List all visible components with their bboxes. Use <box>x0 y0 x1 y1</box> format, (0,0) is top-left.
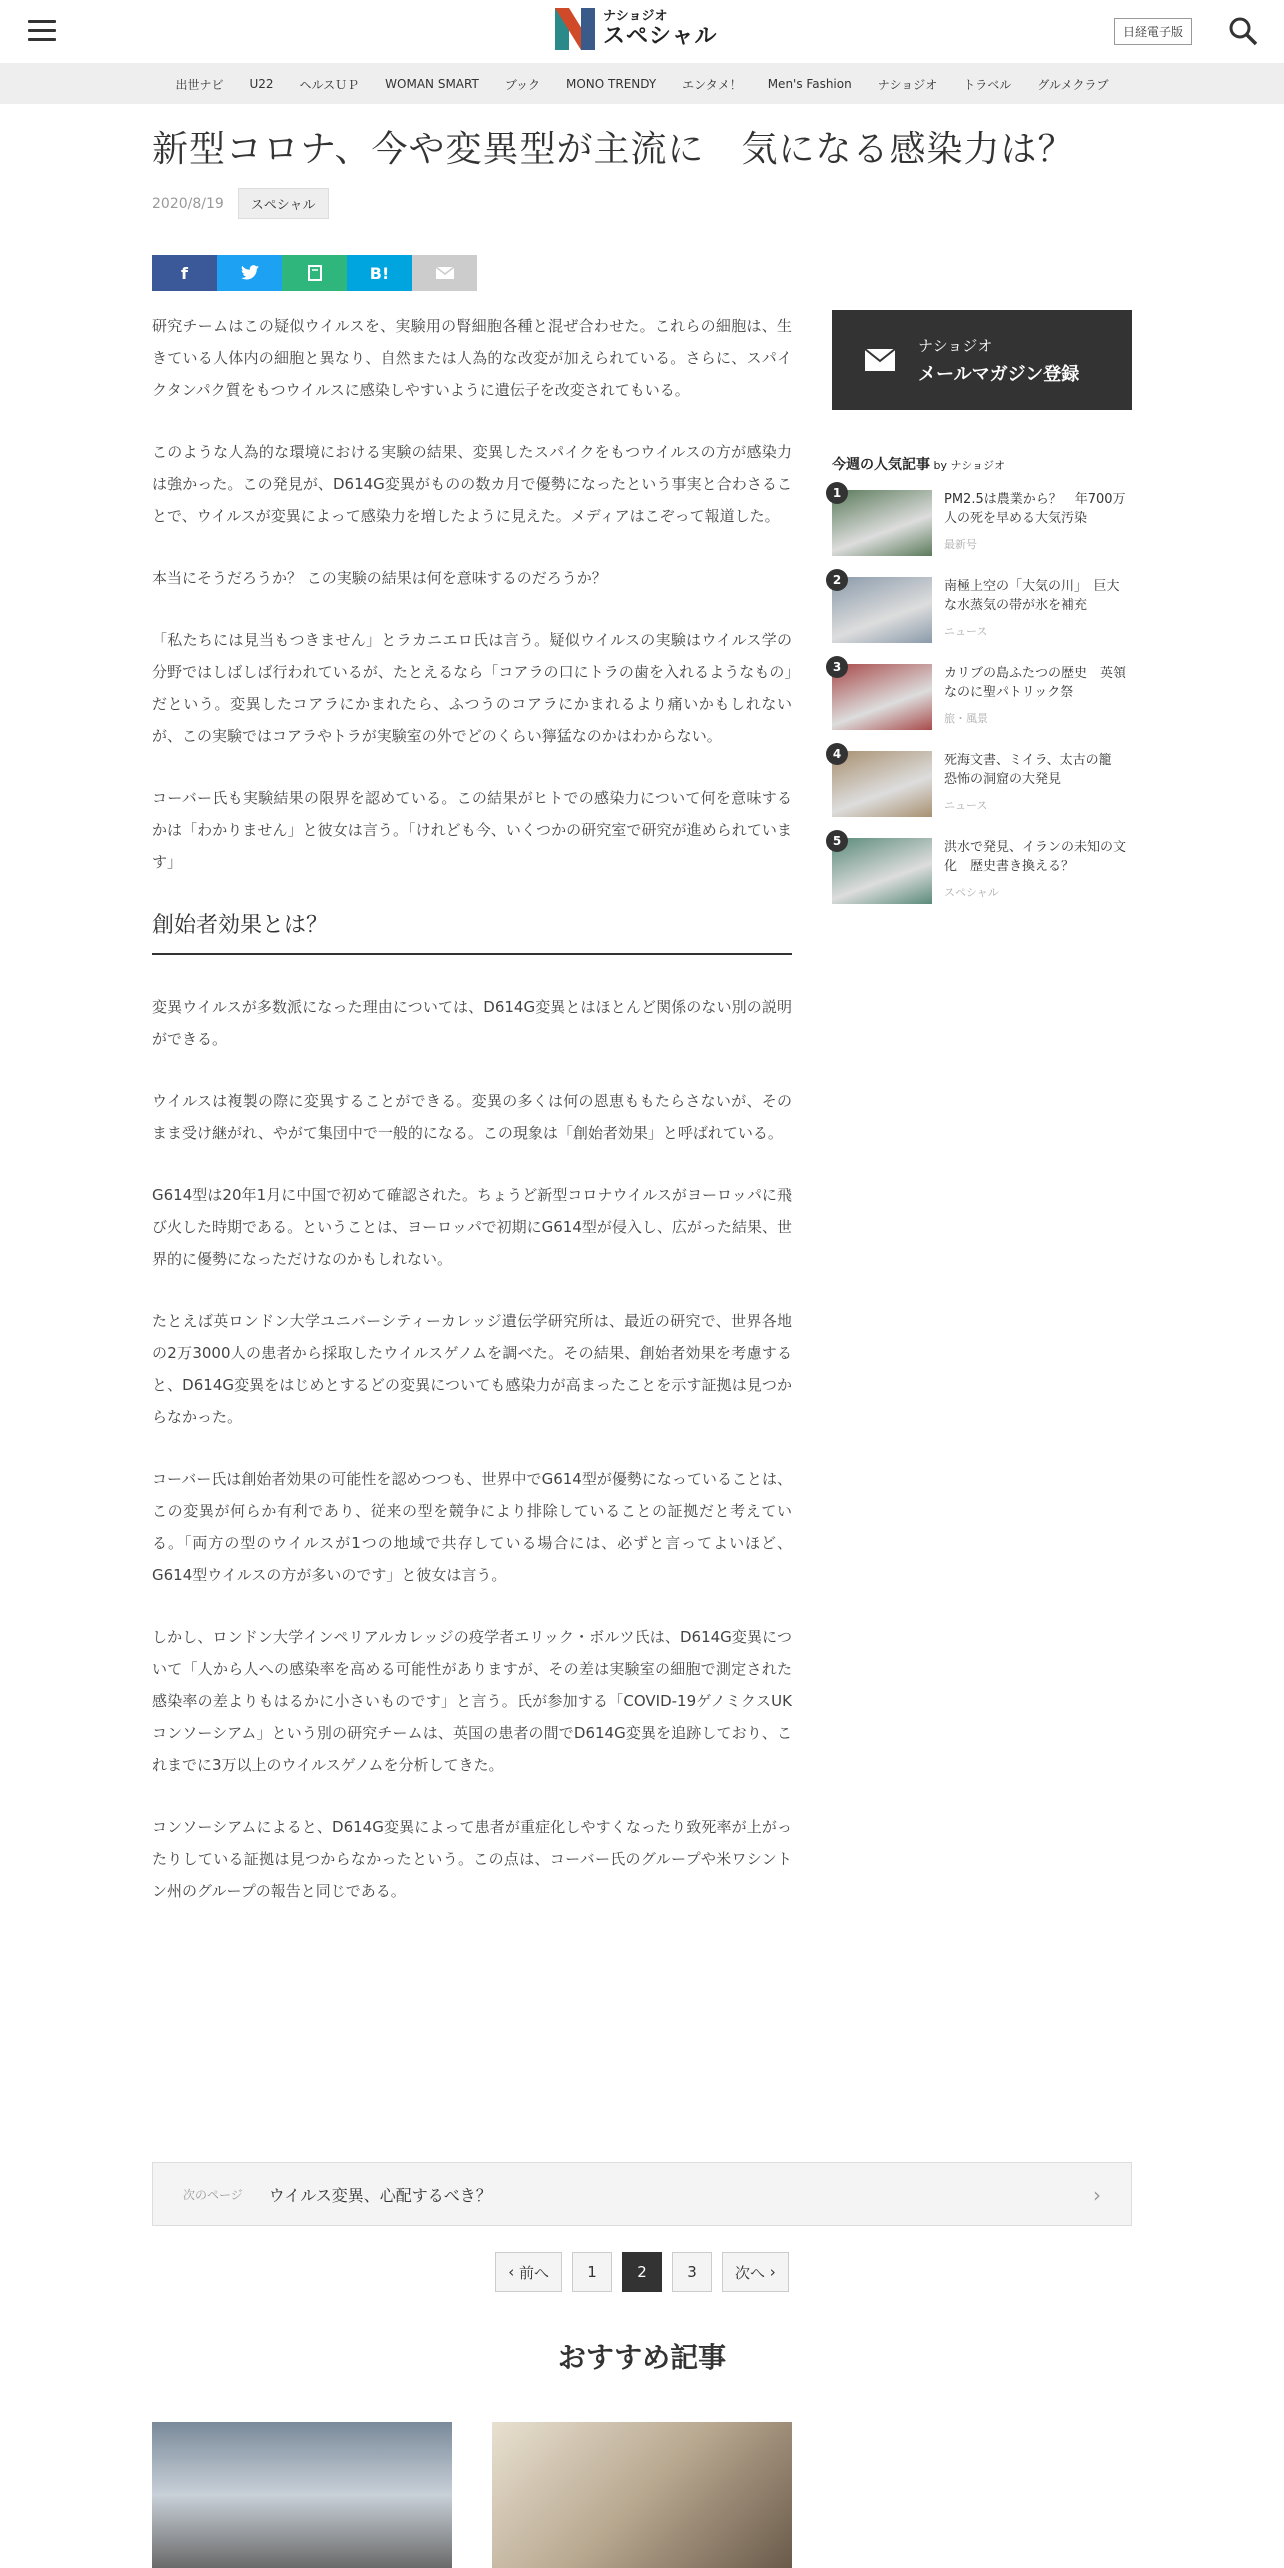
popular-item[interactable] <box>832 573 1132 664</box>
next-button[interactable] <box>722 2252 789 2292</box>
paragraph: たとえば英ロンドン大学ユニバーシティーカレッジ遺伝学研究所は、最近の研究で、世界各地の2万3000人の患者から採取したウイルスゲノムを調べた。その結果、創始者効果を考慮すると、D614G変異をはじめとするどの変異についても感染力が高まったことを示す証拠は見つからなかった。 <box>152 1312 792 1426</box>
pocket-share-button[interactable] <box>282 255 347 291</box>
next-page-label: 次のページ <box>183 2187 243 2202</box>
facebook-icon: f <box>181 263 188 283</box>
popular-item[interactable] <box>832 486 1132 577</box>
mail-icon <box>436 267 454 279</box>
pagination <box>0 2252 1284 2292</box>
page-1[interactable]: 1 <box>572 2252 612 2292</box>
chevron-right-icon: › <box>765 2263 776 2281</box>
article-date: 2020/8/19 <box>152 195 224 212</box>
nav-item[interactable]: ブック <box>504 77 540 92</box>
popular-title: 今週の人気記事 <box>832 457 930 473</box>
category-tag[interactable]: スペシャル <box>238 188 329 219</box>
thumbnail <box>832 490 932 556</box>
mail-share-button[interactable] <box>412 255 477 291</box>
thumbnail <box>832 838 932 904</box>
nav-item[interactable]: U22 <box>249 77 274 91</box>
newsletter-banner[interactable] <box>832 310 1132 410</box>
paragraph: コーバー氏は創始者効果の可能性を認めつつも、世界中でG614型が優勢になっていることは、この変異が何らか有利であり、従来の型を競争により排除していることの証拠だと考えている。「両方の型のウイルスが1つの地域で共存している場合には、必ずと言ってよいほど、G614型ウイルスの方が多いのです」と彼女は言う。 <box>152 1470 792 1584</box>
logo-n-icon <box>555 8 595 50</box>
popular-item-title: PM2.5は農業から？ 年700万人の死を早める大気汚染 <box>944 492 1126 526</box>
popular-item-category: 最新号 <box>944 538 977 551</box>
nav-item[interactable]: ヘルスＵＰ <box>299 77 360 92</box>
next-label: 次へ <box>735 2263 766 2282</box>
nav-item[interactable]: MONO TRENDY <box>565 77 657 91</box>
sidebar <box>832 310 1132 925</box>
recommend-title: おすすめ記事 <box>557 2341 727 2374</box>
paragraph: G614型は20年1月に中国で初めて確認された。ちょうど新型コロナウイルスがヨーロッパに飛び火した時期である。ということは、ヨーロッパで初期にG614型が侵入し、広がった結果、世界的に優勢になっただけなのかもしれない。 <box>152 1186 792 1268</box>
nav-item[interactable]: エンタメ！ <box>682 77 742 92</box>
popular-item-title: 南極上空の「大気の川」 巨大な水蒸気の帯が氷を補充 <box>944 579 1120 613</box>
menu-icon[interactable] <box>28 20 56 42</box>
hatena-icon: B! <box>369 263 390 283</box>
thumbnail <box>832 751 932 817</box>
paragraph: 変異ウイルスが多数派になった理由については、D614G変異とはほとんど関係のない別の説明ができる。 <box>152 998 792 1048</box>
newsletter-sub: ナショジオ <box>918 336 993 355</box>
logo-main: スペシャル <box>603 24 718 49</box>
popular-item-category: スペシャル <box>944 886 999 899</box>
nikkei-button[interactable]: 日経電子版 <box>1114 18 1192 45</box>
popular-item[interactable] <box>832 834 1132 925</box>
popular-heading <box>832 454 1132 474</box>
paragraph: コンソーシアムによると、D614G変異によって患者が重症化しやすくなったり致死率が上がったりしている証拠は見つからなかったという。この点は、コーバー氏のグループや米ワシントン州のグループの報告と同じである。 <box>152 1818 792 1900</box>
article-body <box>152 310 792 1937</box>
paragraph: 研究チームはこの疑似ウイルスを、実験用の腎細胞各種と混ぜ合わせた。これらの細胞は、生きている人体内の細胞と異なり、自然または人為的な改変が加えられている。さらに、スパイクタンパク質をもつウイルスに感染しやすいように遺伝子を改変されてもいる。 <box>152 317 792 399</box>
prev-button[interactable] <box>495 2252 562 2292</box>
thumbnail <box>832 664 932 730</box>
popular-by: by ナショジオ <box>930 459 1006 472</box>
recommend-image[interactable] <box>152 2422 452 2568</box>
rank-badge: 1 <box>826 482 848 504</box>
twitter-icon <box>241 265 259 281</box>
page-3[interactable]: 3 <box>672 2252 712 2292</box>
paragraph: 「私たちには見当もつきません」とラカニエロ氏は言う。疑似ウイルスの実験はウイルス学の分野ではしばしば行われているが、たとえるなら「コアラの口にトラの歯を入れるようなもの」だという。変異したコアラにかまれたら、ふつうのコアラにかまれるより痛いかもしれないが、この実験ではコアラやトラが実験室の外でどのくらい獰猛なのかはわからない。 <box>152 631 792 745</box>
prev-label: 前へ <box>518 2263 549 2282</box>
nav-item[interactable]: グルメクラブ <box>1037 77 1109 92</box>
nav-item[interactable]: ナショジオ <box>877 77 938 92</box>
search-icon[interactable] <box>1228 16 1258 46</box>
recommend-image[interactable] <box>492 2422 792 2568</box>
article-title: 新型コロナ、今や変異型が主流に 気になる感染力は？ <box>152 129 1075 170</box>
popular-item-category: ニュース <box>944 799 988 812</box>
article-header <box>152 104 1132 291</box>
rank-badge: 2 <box>826 569 848 591</box>
share-bar <box>152 255 1132 291</box>
rank-badge: 5 <box>826 830 848 852</box>
hatena-share-button[interactable] <box>347 255 412 291</box>
bookmark-icon <box>308 265 322 281</box>
popular-item-title: カリブの島ふたつの歴史 英領なのに聖パトリック祭 <box>944 666 1127 700</box>
nav-item[interactable]: WOMAN SMART <box>385 77 479 91</box>
paragraph: ウイルスは複製の際に変異することができる。変異の多くは何の恩恵ももたらさないが、そのまま受け継がれ、やがて集団中で一般的になる。この現象は「創始者効果」と呼ばれている。 <box>152 1092 792 1142</box>
rank-badge: 3 <box>826 656 848 678</box>
envelope-icon <box>864 348 896 372</box>
page-2[interactable]: 2 <box>622 2252 662 2292</box>
chevron-left-icon: ‹ <box>508 2263 519 2281</box>
rank-badge: 4 <box>826 743 848 765</box>
section-heading: 創始者効果とは？ <box>152 908 792 955</box>
site-header <box>0 0 1284 64</box>
popular-list <box>832 486 1132 925</box>
chevron-right-icon: › <box>1093 2183 1101 2207</box>
next-page-link[interactable] <box>152 2162 1132 2226</box>
popular-item-title: 洪水で発見、イランの未知の文化 歴史書き換える？ <box>944 840 1127 874</box>
paragraph: このような人為的な環境における実験の結果、変異したスパイクをもつウイルスの方が感染力は強かった。この発見が、D614G変異がものの数カ月で優勢になったという事実と合わさることで、ウイルスが変異によって感染力を増したように見えた。メディアはこぞって報道した。 <box>152 443 792 525</box>
popular-item-category: 旅・風景 <box>944 712 988 725</box>
newsletter-title: メールマガジン登録 <box>918 363 1080 385</box>
popular-item-title: 死海文書、ミイラ、太古の籠 恐怖の洞窟の大発見 <box>944 753 1125 787</box>
thumbnail <box>832 577 932 643</box>
nav-item[interactable]: 出世ナビ <box>175 77 224 92</box>
paragraph: しかし、ロンドン大学インペリアルカレッジの疫学者エリック・ボルツ氏は、D614G変異について「人から人への感染率を高める可能性がありますが、その差は実験室の細胞で測定された感染率の差よりもはるかに小さいものです」と言う。氏が参加する「COVID-19ゲノミクスUKコンソーシアム」という別の研究チームは、英国の患者の間でD614G変異を追跡しており、これまでに3万以上のウイルスゲノムを分析してきた。 <box>152 1628 792 1774</box>
logo-sub: ナショジオ <box>603 9 668 24</box>
nav-item[interactable]: トラベル <box>963 77 1012 92</box>
nav-item[interactable]: Men's Fashion <box>767 77 852 91</box>
paragraph: コーバー氏も実験結果の限界を認めている。この結果がヒトでの感染力について何を意味するかは「わかりません」と彼女は言う。「けれども今、いくつかの研究室で研究が進められています」 <box>152 789 792 871</box>
popular-item[interactable] <box>832 660 1132 751</box>
paragraph: 本当にそうだろうか？ この実験の結果は何を意味するのだろうか？ <box>152 569 607 587</box>
facebook-share-button[interactable] <box>152 255 217 291</box>
site-logo[interactable] <box>555 8 718 50</box>
next-page-title: ウイルス変異、心配するべき？ <box>268 2185 492 2205</box>
category-nav <box>0 64 1284 104</box>
twitter-share-button[interactable] <box>217 255 282 291</box>
popular-item-category: ニュース <box>944 625 988 638</box>
popular-item[interactable] <box>832 747 1132 838</box>
